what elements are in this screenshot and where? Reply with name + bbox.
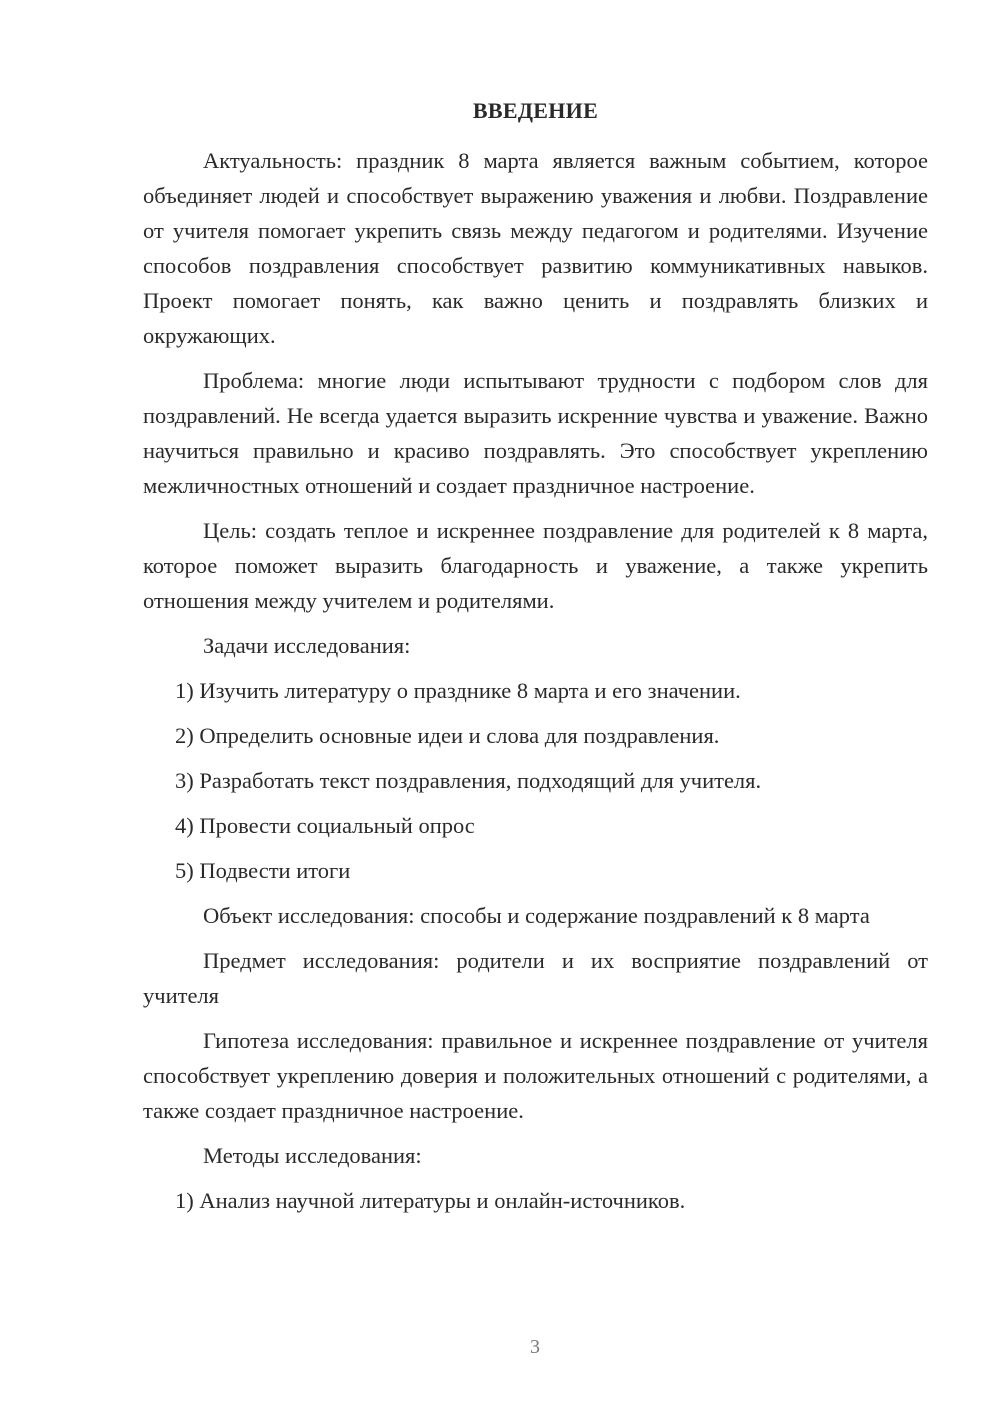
paragraph-object: Объект исследования: способы и содержание поздравлений к 8 марта — [203, 903, 870, 928]
paragraph-goal: Цель: создать теплое и искреннее поздравление для родителей к 8 марта, которое поможет выразить благодарность и уважение, а также укрепить отношения между учителем и родителями. — [143, 518, 928, 613]
paragraph-hypothesis: Гипотеза исследования: правильное и искреннее поздравление от учителя способствует укреплению доверия и положительных отношений с родителями, а также создает праздничное настроение. — [143, 1028, 928, 1123]
tasks-heading: Задачи исследования: — [203, 633, 411, 658]
paragraph-problem: Проблема: многие люди испытывают трудности с подбором слов для поздравлений. Не всегда удается выразить искренние чувства и уважение. Важно научиться правильно и красиво поздравлять. Это способствует укреплению межличностных отношений и создает праздничное настроение. — [143, 368, 928, 498]
list-item: 4) Провести социальный опрос — [175, 813, 475, 838]
list-item: 1) Изучить литературу о празднике 8 марта и его значении. — [175, 678, 741, 703]
list-item: 3) Разработать текст поздравления, подходящий для учителя. — [175, 768, 762, 793]
paragraph-relevance: Актуальность: праздник 8 марта является важным событием, которое объединяет людей и способствует выражению уважения и любви. Поздравление от учителя помогает укрепить связь между педагогом и родителями. Изучение способов поздравления способствует развитию коммуникативных навыков. Проект помогает понять, как важно ценить и поздравлять близких и окружающих. — [143, 148, 928, 348]
list-item: 1) Анализ научной литературы и онлайн-источников. — [175, 1188, 686, 1213]
section-body — [143, 143, 928, 1228]
list-item: 5) Подвести итоги — [175, 858, 351, 883]
page-number: 3 — [530, 1336, 540, 1358]
paragraph-subject: Предмет исследования: родители и их восприятие поздравлений от учителя — [143, 948, 928, 1008]
methods-heading: Методы исследования: — [203, 1143, 422, 1168]
list-item: 2) Определить основные идеи и слова для поздравления. — [175, 723, 720, 748]
section-heading: ВВЕДЕНИЕ — [472, 98, 599, 123]
